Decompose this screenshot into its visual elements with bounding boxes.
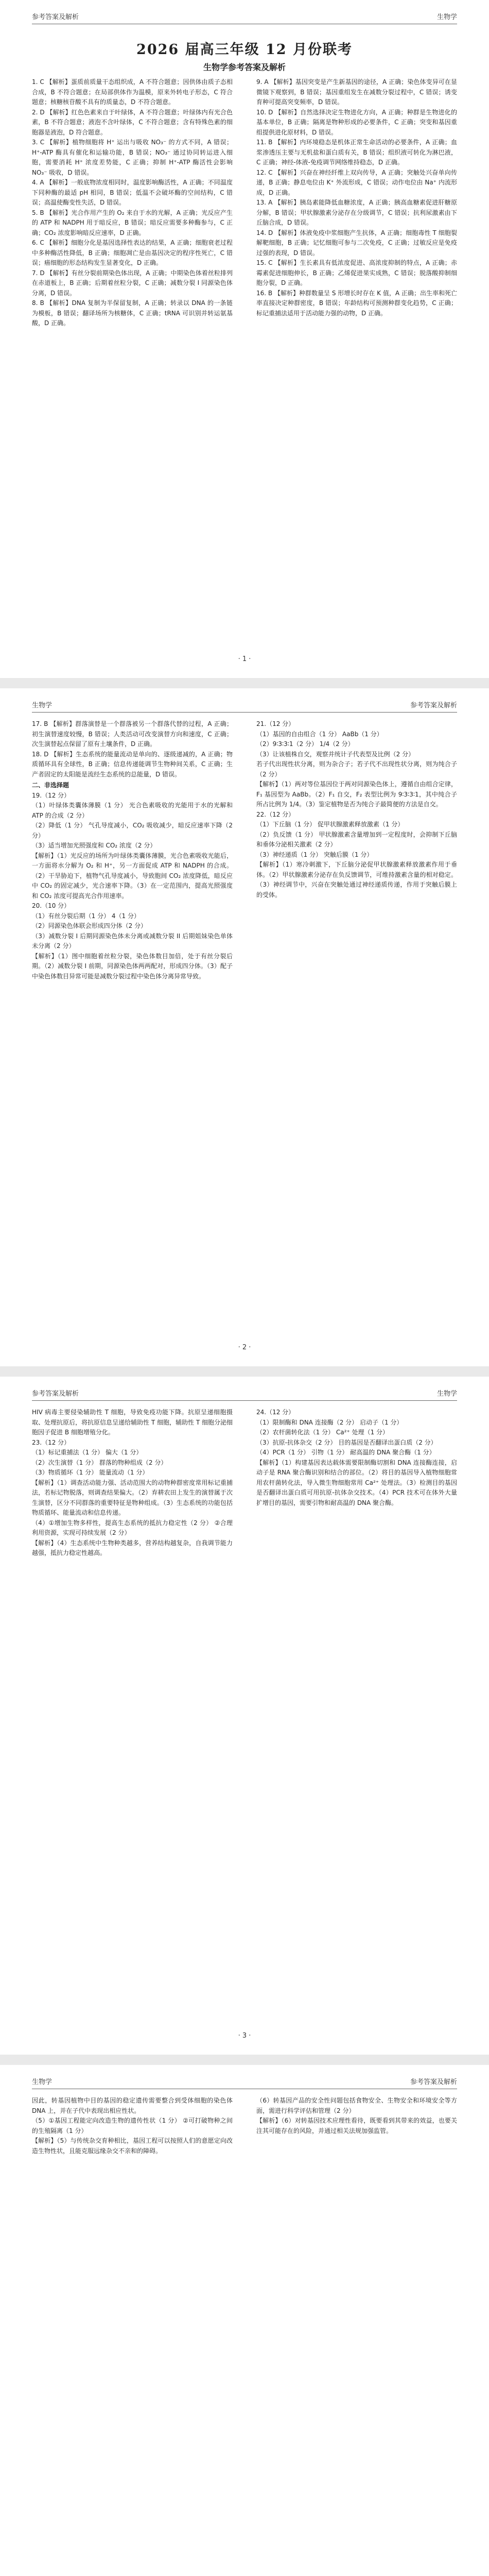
answer-paragraph: 【解析】（1）图中细胞着丝粒分裂，染色体数目加倍，处于有丝分裂后期。（2）减数分裂 I 前期，同源染色体两两配对，形成四分体。（3）配子中染色体数目异常可能是减数分裂过程中染色体分离异常导致。 [32, 952, 233, 980]
answer-paragraph: 【解析】（5）与传统杂交育种相比，基因工程可以按照人们的意愿定向改造生物性状，且能克服远缘杂交不亲和的障碍。 [32, 2137, 233, 2155]
right-column [256, 77, 457, 318]
answer-paragraph: （1）叶绿体类囊体薄膜（1 分） 光合色素吸收的光能用于水的光解和 ATP 的合成（2 分） [32, 802, 233, 819]
document-title: 2026 届高三年级 12 月份联考 [136, 42, 353, 58]
page-number: · 3 · [238, 2032, 251, 2040]
answer-paragraph: （3）神经递质（1 分） 突触后膜（1 分） [256, 851, 373, 858]
page-4 [0, 2065, 489, 2576]
answer-paragraph: 21.（12 分） [256, 720, 295, 727]
answer-paragraph: （3）让该植株自交，观察并统计子代表型及比例（2 分） [256, 750, 415, 758]
answer-paragraph: （2）农杆菌转化法（1 分） Ca²⁺ 处理（1 分） [256, 1429, 389, 1436]
answer-paragraph: （4）①增加生物多样性，提高生态系统的抵抗力稳定性（2 分） ②合理利用资源，实现可持续发展（2 分） [32, 1519, 233, 1536]
header-right: 参考答案及解析 [410, 2078, 457, 2086]
page-1 [0, 0, 489, 678]
answer-paragraph: 9. A 【解析】基因突变是产生新基因的途径，A 正确；染色体变异可在显微镜下观察到，B 错误；基因重组发生在减数分裂过程中，C 错误；诱变育种可提高突变频率，D 错误。 [256, 78, 457, 106]
left-column [32, 2096, 233, 2156]
right-column [256, 719, 457, 900]
answer-paragraph: 4. A 【解析】一般底物浓度相同时，温度影响酶活性，A 正确；不同温度下同种酶的最适 pH 相同，B 错误；低温不会破坏酶的空间结构，C 错误；高温使酶变性失活，D 错误。 [32, 179, 233, 206]
answer-paragraph: （4）PCR（1 分） 引物（1 分） 耐高温的 DNA 聚合酶（1 分） [256, 1449, 435, 1456]
answer-paragraph: 17. B 【解析】群落演替是一个群落被另一个群落代替的过程，A 正确；初生演替速度较慢，B 错误；人类活动可改变演替方向和速度，C 正确；次生演替起点保留了原有土壤条件，D 正确。 [32, 720, 233, 748]
answer-paragraph: （1）基因的自由组合（1 分） AaBb（1 分） [256, 730, 383, 738]
answer-paragraph: 5. B 【解析】光合作用产生的 O₂ 来自于水的光解，A 正确；光反应产生的 ATP 和 NADPH 用于暗反应，B 错误；暗反应需要多种酶参与，C 正确；CO₂ 浓度影响暗反应速率，D 正确。 [32, 209, 233, 236]
page-header [32, 700, 457, 713]
answer-paragraph: （1）下丘脑（1 分） 促甲状腺激素释放激素（1 分） [256, 821, 404, 828]
answer-paragraph: （2）次生演替（1 分） 群落的物种组成（2 分） [32, 1459, 167, 1466]
header-right: 生物学 [436, 13, 457, 21]
answer-paragraph: 11. B 【解析】内环境稳态是机体正常生命活动的必要条件，A 正确；血浆渗透压主要与无机盐和蛋白质有关，B 错误；组织液可转化为淋巴液，C 正确；神经-体液-免疫调节网络维持稳态，D 正确。 [256, 139, 457, 166]
answer-paragraph: 22.（12 分） [256, 810, 295, 818]
answer-paragraph: 【解析】（6）对转基因技术应理性看待，既要看到其带来的效益，也要关注其可能存在的风险，并通过相关法规加强监管。 [256, 2117, 457, 2134]
left-column [32, 719, 233, 981]
answer-paragraph: （3）物质循环（1 分） 能量流动（1 分） [32, 1469, 149, 1476]
answer-paragraph: 【解析】（1）调查活动能力强、活动范围大的动物种群密度常用标记重捕法，若标记物脱落，则调查结果偏大。（2）弃耕农田上发生的演替属于次生演替，区分不同群落的重要特征是物种组成。（3）生态系统的功能包括物质循环、能量流动和信息传递。 [32, 1479, 233, 1516]
answer-paragraph: 二、非选择题 [32, 782, 69, 789]
answer-paragraph: （1）标记重捕法（1 分） 偏大（1 分） [32, 1449, 143, 1456]
answer-paragraph: 16. B 【解析】种群数量呈 S 形增长时存在 K 值，A 正确；出生率和死亡率直接决定种群密度，B 错误；年龄结构可预测种群变化趋势，C 正确；标记重捕法适用于活动能力强的动物，D 正确。 [256, 289, 457, 317]
page-header [32, 1388, 457, 1401]
left-column [32, 1408, 233, 1558]
header-right: 参考答案及解析 [410, 702, 457, 709]
answer-paragraph: （1）限制酶和 DNA 连接酶（2 分） 启动子（1 分） [256, 1418, 403, 1426]
answer-paragraph: （2）9∶3∶3∶1（2 分） 1/4（2 分） [256, 740, 354, 748]
answer-paragraph: 23.（12 分） [32, 1438, 71, 1446]
document-subtitle: 生物学参考答案及解析 [203, 62, 286, 72]
page-2 [0, 688, 489, 1366]
answer-paragraph: （3）减数分裂 I 后期同源染色体未分离或减数分裂 II 后期姐妹染色单体未分离（2 分） [32, 932, 233, 950]
answer-paragraph: 8. B 【解析】DNA 复制为半保留复制，A 正确；转录以 DNA 的一条链为模板，B 错误；翻译场所为核糖体，C 正确；tRNA 可识别并转运氨基酸，D 正确。 [32, 299, 233, 327]
answer-paragraph: 若子代出现性状分离，则为杂合子；若子代不出现性状分离，则为纯合子（2 分） [256, 760, 457, 778]
answer-paragraph: 6. C 【解析】细胞分化是基因选择性表达的结果，A 正确；细胞衰老过程中多种酶活性降低，B 正确；细胞凋亡是由基因决定的程序性死亡，C 错误；癌细胞的形态结构发生显著变化，D 正确。 [32, 239, 233, 266]
answer-paragraph: 10. D 【解析】自然选择决定生物进化方向，A 正确；种群是生物进化的基本单位，B 正确；隔离是物种形成的必要条件，C 正确；突变和基因重组提供进化原材料，D 错误。 [256, 108, 457, 136]
page-3 [0, 1377, 489, 2055]
answer-paragraph: 【解析】（1）构建基因表达载体需要限制酶切割和 DNA 连接酶连接，启动子是 RNA 聚合酶识别和结合的部位。（2）将目的基因导入植物细胞常用农杆菌转化法，导入微生物细胞常用 Ca²⁺ 处理法。（3）检测目的基因是否翻译出蛋白质可用抗原-抗体杂交技术。（4）PCR 技术可在体外大量扩增目的基因，需要引物和耐高温的 DNA 聚合酶。 [256, 1459, 457, 1506]
page-number: · 1 · [238, 655, 251, 663]
answer-paragraph: 【解析】（1）寒冷刺激下，下丘脑分泌促甲状腺激素释放激素作用于垂体。（2）甲状腺激素分泌存在负反馈调节，可维持激素含量的相对稳定。（3）神经调节中，兴奋在突触处通过神经递质传递，作用于突触后膜上的受体。 [256, 861, 457, 899]
answer-paragraph: （1）有丝分裂后期（1 分） 4（1 分） [32, 912, 140, 920]
page-number: · 2 · [238, 1344, 251, 1351]
right-column [256, 2096, 457, 2136]
page-header [32, 11, 457, 24]
answer-paragraph: （2）同源染色体联会形成四分体（2 分） [32, 922, 147, 929]
header-left: 生物学 [32, 2078, 53, 2086]
answer-paragraph: 【解析】（1）两对等位基因位于两对同源染色体上，遵循自由组合定律，F₁ 基因型为 AaBb。（2）F₁ 自交，F₂ 表型比例为 9∶3∶3∶1，其中纯合子所占比例为 1/4。（3）鉴定植物是否为纯合子最简便的方法是自交。 [256, 781, 457, 808]
answer-paragraph: HIV 病毒主要侵染辅助性 T 细胞，导致免疫功能下降。抗原呈递细胞摄取、处理抗原后，将抗原信息呈递给辅助性 T 细胞，辅助性 T 细胞分泌细胞因子促进 B 细胞增殖分化。 [32, 1409, 233, 1436]
answer-paragraph: 14. D 【解析】体液免疫中浆细胞产生抗体，A 正确；细胞毒性 T 细胞裂解靶细胞，B 正确；记忆细胞可参与二次免疫，C 正确；过敏反应是免疫过强的表现，D 错误。 [256, 229, 457, 257]
answer-paragraph: 【解析】（1）光反应的场所为叶绿体类囊体薄膜，光合色素吸收光能后，一方面将水分解为 O₂ 和 H⁺，另一方面促成 ATP 和 NADPH 的合成。（2）干旱胁迫下，植物气孔导度减小，导致胞间 CO₂ 浓度降低，暗反应中 CO₂ 的固定减少，光合速率下降。（3）在一定范围内，提高光照强度和 CO₂ 浓度可提高光合作用速率。 [32, 852, 233, 900]
header-left: 参考答案及解析 [32, 1390, 79, 1398]
answer-paragraph: （2）负反馈（1 分） 甲状腺激素含量增加到一定程度时，会抑制下丘脑和垂体分泌相关激素（2 分） [256, 831, 457, 848]
answer-paragraph: 18. D 【解析】生态系统的能量流动是单向的、逐级递减的，A 正确；物质循环具有全球性，B 正确；信息传递能调节生物种间关系，C 正确；生产者固定的太阳能是流经生态系统的总能量，D 错误。 [32, 750, 233, 778]
answer-paragraph: （3）适当增加光照强度和 CO₂ 浓度（2 分） [32, 842, 156, 849]
answer-paragraph: 13. A 【解析】胰岛素能降低血糖浓度，A 正确；胰高血糖素促进肝糖原分解，B 错误；甲状腺激素分泌存在分级调节，C 错误；抗利尿激素由下丘脑合成，D 错误。 [256, 199, 457, 226]
left-column [32, 77, 233, 329]
header-right: 生物学 [436, 1390, 457, 1398]
answer-paragraph: 15. C 【解析】生长素具有低浓度促进、高浓度抑制的特点，A 正确；赤霉素促进细胞伸长，B 正确；乙烯促进果实成熟，C 错误；脱落酸抑制细胞分裂，D 正确。 [256, 259, 457, 286]
answer-paragraph: （2）降低（1 分） 气孔导度减小，CO₂ 吸收减少，暗反应速率下降（2 分） [32, 822, 233, 839]
answer-paragraph: 3. C 【解析】植物细胞将 H⁺ 运出与吸收 NO₃⁻ 的方式不同，A 错误；H⁺-ATP 酶具有催化和运输功能，B 错误；NO₃⁻ 通过协同转运进入细胞，需要消耗 H⁺ 浓度差势能，C 正确；抑制 H⁺-ATP 酶活性会影响 NO₃⁻ 吸收，D 错误。 [32, 139, 233, 176]
answer-paragraph: （3）抗原-抗体杂交（2 分） 目的基因是否翻译出蛋白质（2 分） [256, 1438, 437, 1446]
answer-paragraph: 1. C 【解析】蛋质前质量干态组织成，A 不符合题意；因供体由质子态相合成，B 不符合题意；在局部供体作为温模，原来外转电子形态，C 符合题意；核糖核苷酸不具有的质量态，D 不符合题意。 [32, 78, 233, 106]
answer-paragraph: 7. D 【解析】有丝分裂前期染色体出现，A 正确；中期染色体着丝粒排列在赤道板上，B 正确；后期着丝粒分裂，C 正确；减数分裂 I 同源染色体分离，D 错误。 [32, 269, 233, 297]
answer-paragraph: 20.（10 分） [32, 902, 71, 909]
header-left: 参考答案及解析 [32, 13, 79, 21]
answer-paragraph: （5）①基因工程能定向改造生物的遗传性状（1 分） ②可打破物种之间的生殖隔离（1 分） [32, 2117, 233, 2134]
answer-paragraph: （6）转基因产品的安全性问题包括食物安全、生物安全和环境安全等方面，需进行科学评估和管理（2 分） [256, 2097, 457, 2114]
answer-paragraph: 19.（12 分） [32, 791, 71, 799]
answer-paragraph: 【解析】（4）生态系统中生物种类越多，营养结构越复杂，自我调节能力越强，抵抗力稳定性越高。 [32, 1539, 233, 1556]
header-left: 生物学 [32, 702, 53, 709]
answer-paragraph: 12. C 【解析】兴奋在神经纤维上双向传导，A 正确；突触处兴奋单向传递，B 正确；静息电位由 K⁺ 外流形成，C 错误；动作电位由 Na⁺ 内流形成，D 正确。 [256, 168, 457, 196]
page-header [32, 2076, 457, 2089]
answer-paragraph: 因此，转基因植物中目的基因的稳定遗传需要整合到受体细胞的染色体 DNA 上，并在子代中表现出相应性状。 [32, 2097, 233, 2114]
answer-paragraph: 24.（12 分） [256, 1409, 295, 1416]
answer-paragraph: 2. D 【解析】红色色素来自于叶绿体，A 不符合题意；叶绿体内有光合色素，B 不符合题意；液泡不含叶绿体，C 不符合题意；含有特殊色素的细胞器是液泡，D 符合题意。 [32, 108, 233, 136]
right-column [256, 1408, 457, 1508]
